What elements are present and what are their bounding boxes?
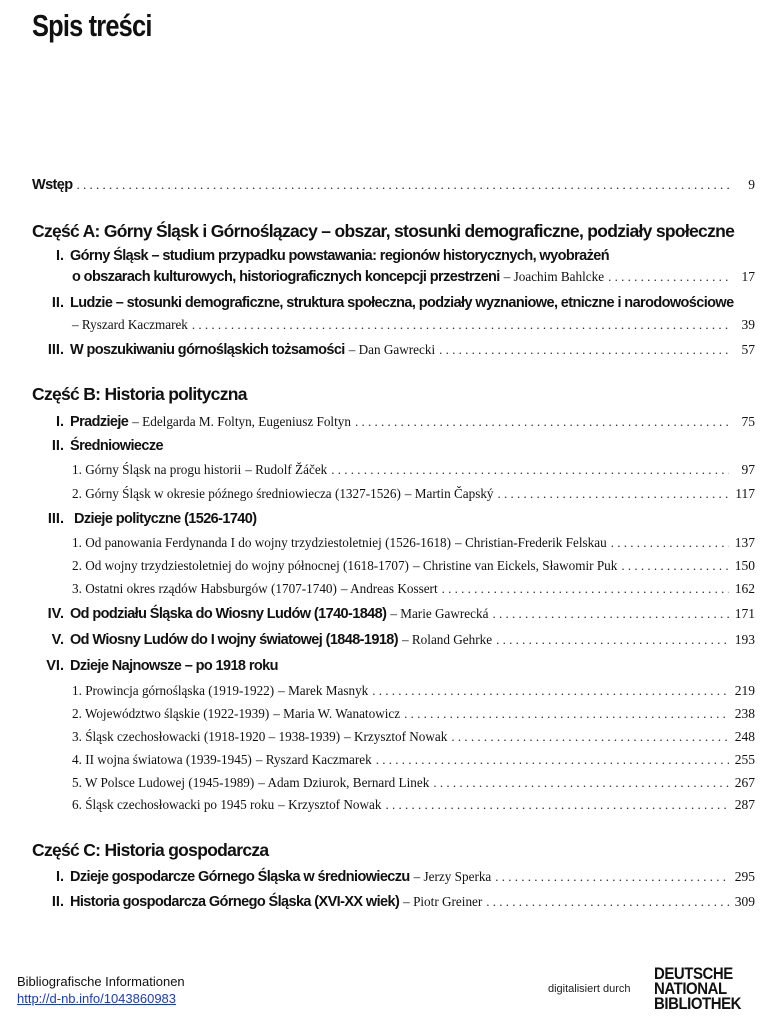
section-heading-a: Część A: Górny Śląsk i Górnoślązacy – obszar, stosunki demograficzne, podziały społeczne	[32, 221, 735, 241]
toc-entry-c2[interactable]	[36, 894, 755, 910]
page-number: 219	[734, 683, 755, 698]
dot-leader	[611, 535, 729, 551]
page-number: 162	[734, 581, 755, 596]
dot-leader	[492, 606, 729, 622]
entry-number: I.	[55, 869, 64, 885]
toc-subentry[interactable]	[72, 706, 755, 722]
page-number: 150	[734, 558, 755, 573]
dot-leader	[486, 894, 729, 910]
entry-author: – Adam Dziurok, Bernard Linek	[258, 775, 430, 790]
page-number: 255	[734, 752, 755, 767]
dot-leader	[372, 683, 729, 699]
dot-leader	[498, 486, 729, 502]
toc-entry-b3[interactable]	[36, 511, 256, 527]
page-number: 287	[734, 797, 755, 812]
subentry-title: 3. Śląsk czechosłowacki (1918-1920 – 1938-1939)	[72, 729, 341, 744]
page-number: 9	[748, 177, 755, 192]
subentry-title: 2. Województwo śląskie (1922-1939)	[72, 706, 270, 721]
section-heading-b: Część B: Historia polityczna	[32, 384, 247, 404]
page-number: 267	[734, 775, 755, 790]
toc-entry-b5[interactable]	[36, 632, 755, 648]
entry-title: Górny Śląsk – studium przypadku powstawania: regionów historycznych, wyobrażeń	[70, 248, 609, 264]
page-number: 39	[741, 317, 755, 332]
entry-title: Od Wiosny Ludów do I wojny światowej (1848-1918)	[70, 632, 398, 648]
entry-author: – Edelgarda M. Foltyn, Eugeniusz Foltyn	[132, 414, 351, 429]
page-number: 97	[741, 462, 755, 477]
entry-author: – Marie Gawrecká	[390, 606, 489, 621]
bibliographic-link[interactable]: http://d-nb.info/1043860983	[17, 991, 177, 1006]
entry-number: V.	[51, 632, 64, 648]
entry-title: Dzieje Najnowsze – po 1918 roku	[70, 658, 278, 674]
page-number: 75	[741, 414, 755, 429]
dot-leader	[451, 729, 729, 745]
entry-author: – Jerzy Sperka	[413, 869, 492, 884]
entry-number: IV.	[47, 606, 64, 622]
entry-title: o obszarach kulturowych, historiograficznych koncepcji przestrzeni	[72, 269, 500, 285]
entry-title: Średniowiecze	[70, 438, 163, 454]
subentry-title: 2. Od wojny trzydziestoletniej do wojny północnej (1618-1707)	[72, 558, 409, 573]
entry-author: – Piotr Greiner	[403, 894, 483, 909]
entry-author: – Ryszard Kaczmarek	[255, 752, 372, 767]
toc-subentry[interactable]	[72, 775, 755, 791]
toc-entry-a2-line2[interactable]	[72, 317, 755, 333]
toc-subentry[interactable]	[72, 535, 755, 551]
bibliographic-info	[17, 974, 185, 1006]
toc-subentry[interactable]	[72, 683, 755, 699]
entry-author: – Maria W. Wanatowicz	[273, 706, 401, 721]
entry-number: II.	[51, 295, 64, 311]
page-number: 137	[734, 535, 755, 550]
entry-author: – Roland Gehrke	[402, 632, 493, 647]
digitized-by-text: digitalisiert durch	[548, 983, 631, 995]
page-number: 193	[734, 632, 755, 647]
page-number: 17	[741, 269, 755, 284]
toc-entry-a3[interactable]	[36, 342, 755, 358]
entry-number: I.	[55, 414, 64, 430]
entry-author: – Dan Gawrecki	[348, 342, 436, 357]
dnb-logo	[654, 966, 741, 1011]
entry-number: I.	[55, 248, 64, 264]
entry-number: III.	[47, 342, 64, 358]
toc-subentry[interactable]	[72, 462, 755, 478]
logo-line: DEUTSCHE	[654, 964, 733, 983]
entry-author: – Martin Čapský	[404, 486, 494, 501]
entry-author: – Marek Masnyk	[278, 683, 369, 698]
dot-leader	[433, 775, 729, 791]
dot-leader	[608, 269, 729, 285]
entry-number: II.	[51, 894, 64, 910]
toc-entry-b6[interactable]	[36, 658, 278, 674]
toc-subentry[interactable]	[72, 486, 755, 502]
entry-author: – Joachim Bahlcke	[503, 269, 605, 284]
dot-leader	[442, 581, 729, 597]
section-heading-c: Część C: Historia gospodarcza	[32, 840, 269, 860]
dot-leader	[439, 342, 729, 358]
bibliographic-label: Bibliografische Informationen	[17, 974, 185, 989]
toc-subentry[interactable]	[72, 558, 755, 574]
entry-author: – Ryszard Kaczmarek	[72, 317, 188, 332]
dot-leader	[77, 177, 729, 193]
entry-number: III.	[47, 511, 64, 527]
entry-title: Od podziału Śląska do Wiosny Ludów (1740-1848)	[70, 606, 387, 622]
dot-leader	[385, 797, 729, 813]
dot-leader	[496, 632, 729, 648]
page-number: 117	[735, 486, 755, 501]
entry-number: II.	[51, 438, 64, 454]
entry-title: W poszukiwaniu górnośląskich tożsamości	[70, 342, 345, 358]
subentry-title: 1. Górny Śląsk na progu historii	[72, 462, 242, 477]
page-title: Spis treści	[32, 8, 152, 43]
entry-title: Dzieje gospodarcze Górnego Śląska w średniowieczu	[70, 869, 410, 885]
entry-author: – Andreas Kossert	[340, 581, 438, 596]
entry-title: Pradzieje	[70, 414, 129, 430]
entry-author: – Krzysztof Nowak	[278, 797, 382, 812]
toc-entry-c1[interactable]	[36, 869, 755, 885]
toc-entry-intro[interactable]	[32, 177, 755, 193]
toc-subentry[interactable]	[72, 752, 755, 768]
page-number: 295	[734, 869, 755, 884]
subentry-title: 2. Górny Śląsk w okresie późnego średniowiecza (1327-1526)	[72, 486, 401, 501]
entry-author: – Christine van Eickels, Sławomir Puk	[412, 558, 618, 573]
dot-leader	[621, 558, 729, 574]
toc-entry-b1[interactable]	[36, 414, 755, 430]
page-number: 57	[741, 342, 755, 357]
entry-author: – Rudolf Žáček	[245, 462, 328, 477]
logo-line: BIBLIOTHEK	[654, 994, 742, 1013]
subentry-title: 1. Od panowania Ferdynanda I do wojny trzydziestoletniej (1526-1618)	[72, 535, 452, 550]
dot-leader	[192, 317, 729, 333]
logo-line: NATIONAL	[654, 979, 727, 998]
dot-leader	[376, 752, 729, 768]
page-number: 171	[734, 606, 755, 621]
dot-leader	[404, 706, 729, 722]
subentry-title: 6. Śląsk czechosłowacki po 1945 roku	[72, 797, 275, 812]
entry-number: VI.	[46, 658, 64, 674]
toc-subentry[interactable]	[72, 729, 755, 745]
toc-subentry[interactable]	[72, 797, 755, 813]
entry-title: Historia gospodarcza Górnego Śląska (XVI-XX wiek)	[70, 894, 400, 910]
toc-entry-b2[interactable]	[36, 438, 163, 454]
entry-title: Wstęp	[32, 177, 73, 193]
toc-subentry[interactable]	[72, 581, 755, 597]
subentry-title: 1. Prowincja górnośląska (1919-1922)	[72, 683, 275, 698]
entry-author: – Krzysztof Nowak	[344, 729, 448, 744]
page-number: 248	[734, 729, 755, 744]
entry-author: – Christian-Frederik Felskau	[455, 535, 607, 550]
toc-entry-a1-line2[interactable]	[72, 269, 755, 285]
toc-entry-a2-line1[interactable]	[36, 295, 734, 311]
page-number: 238	[734, 706, 755, 721]
subentry-title: 3. Ostatni okres rządów Habsburgów (1707-1740)	[72, 581, 337, 596]
dot-leader	[495, 869, 729, 885]
dot-leader	[355, 414, 729, 430]
subentry-title: 4. II wojna światowa (1939-1945)	[72, 752, 252, 767]
subentry-title: 5. W Polsce Ludowej (1945-1989)	[72, 775, 255, 790]
entry-title: Dzieje polityczne (1526-1740)	[74, 511, 257, 527]
toc-entry-a1-line1[interactable]	[36, 248, 609, 264]
toc-entry-b4[interactable]	[36, 606, 755, 622]
dot-leader	[331, 462, 729, 478]
page-number: 309	[734, 894, 755, 909]
entry-title: Ludzie – stosunki demograficzne, struktura społeczna, podziały wyznaniowe, etniczne i narodowościowe	[70, 295, 734, 311]
